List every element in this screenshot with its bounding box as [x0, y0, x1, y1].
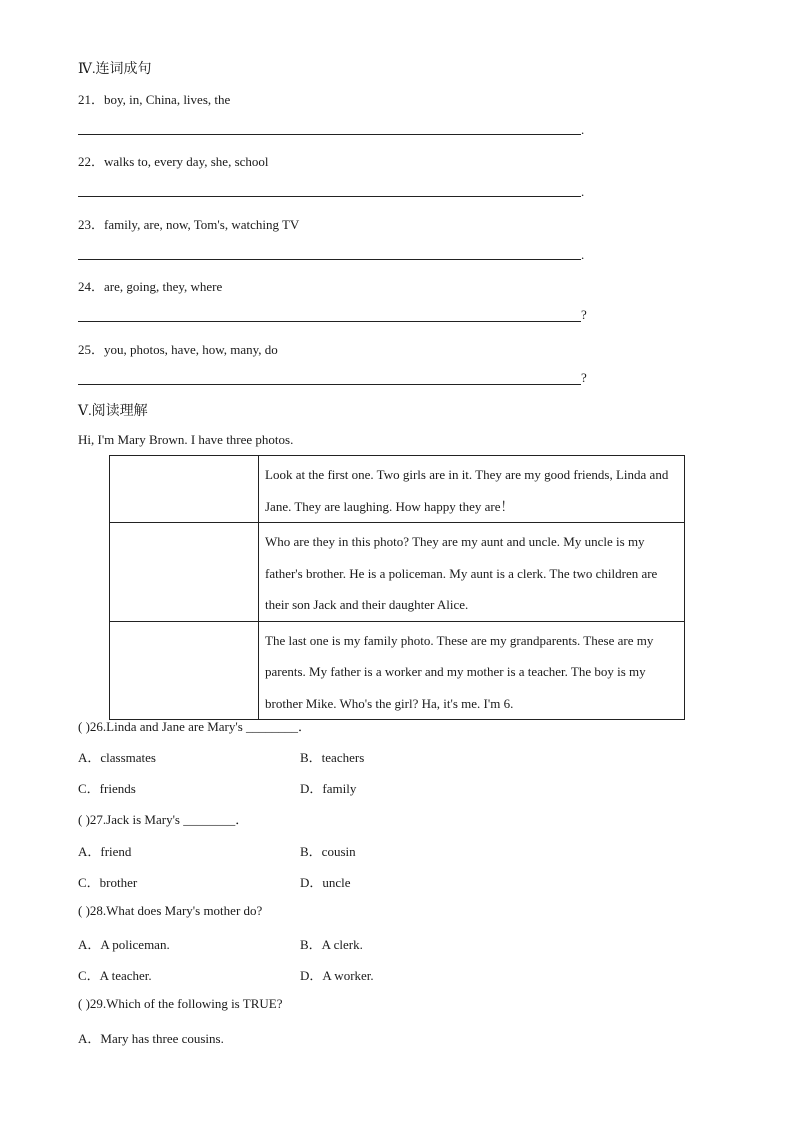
photo-description: The last one is my family photo. These are my grandparents. These are my parents. My father is a worker and my mother is a teacher. The boy is my brother Mike. Who's the girl? Ha, it's me. I'm 6. [259, 621, 685, 720]
section-5-heading: Ⅴ.阅读理解 [78, 404, 148, 419]
photo-table [109, 455, 685, 720]
answer-line-21[interactable] [78, 134, 581, 135]
option-27-d[interactable]: D．uncle [300, 875, 351, 890]
option-28-a[interactable]: A．A policeman. [78, 937, 170, 952]
photo-description: Who are they in this photo? They are my aunt and uncle. My uncle is my father's brother. He is a policeman. My aunt is a clerk. The two children are their son Jack and their daughter Alice. [259, 523, 685, 622]
photo-row [110, 456, 685, 523]
option-27-b[interactable]: B．cousin [300, 844, 356, 859]
question-23-prompt: 23．family, are, now, Tom's, watching TV [78, 217, 300, 232]
option-26-b[interactable]: B．teachers [300, 750, 365, 765]
photo-row [110, 621, 685, 720]
option-29-a[interactable]: A．Mary has three cousins. [78, 1031, 224, 1046]
option-28-c[interactable]: C．A teacher. [78, 968, 152, 983]
reading-intro: Hi, I'm Mary Brown. I have three photos. [78, 432, 294, 447]
section-4-heading: Ⅳ.连词成句 [78, 62, 152, 77]
question-26-stem: ( )26.Linda and Jane are Mary's ________． [78, 719, 312, 734]
answer-end-25: ? [581, 370, 587, 385]
option-28-b[interactable]: B．A clerk. [300, 937, 363, 952]
photo-row [110, 523, 685, 622]
option-27-a[interactable]: A．friend [78, 844, 132, 859]
question-25-prompt: 25．you, photos, have, how, many, do [78, 342, 278, 357]
photo-cell [110, 456, 259, 523]
answer-line-22[interactable] [78, 196, 581, 197]
answer-end-21: . [581, 122, 585, 137]
answer-end-22: . [581, 184, 585, 199]
answer-line-25[interactable] [78, 384, 581, 385]
question-21-prompt: 21．boy, in, China, lives, the [78, 92, 231, 107]
answer-end-24: ? [581, 307, 587, 322]
photo-cell [110, 523, 259, 622]
option-26-d[interactable]: D．family [300, 781, 357, 796]
option-28-d[interactable]: D．A worker. [300, 968, 374, 983]
answer-line-24[interactable] [78, 321, 581, 322]
question-22-prompt: 22．walks to, every day, she, school [78, 154, 269, 169]
question-29-stem: ( )29.Which of the following is TRUE? [78, 996, 283, 1011]
option-26-c[interactable]: C．friends [78, 781, 136, 796]
answer-line-23[interactable] [78, 259, 581, 260]
answer-end-23: . [581, 247, 585, 262]
question-28-stem: ( )28.What does Mary's mother do? [78, 903, 263, 918]
option-27-c[interactable]: C．brother [78, 875, 138, 890]
question-24-prompt: 24．are, going, they, where [78, 279, 223, 294]
option-26-a[interactable]: A．classmates [78, 750, 156, 765]
question-27-stem: ( )27.Jack is Mary's ________． [78, 812, 249, 827]
photo-description: Look at the first one. Two girls are in it. They are my good friends, Linda and Jane. They are laughing. How happy they are！ [259, 456, 685, 523]
photo-cell [110, 621, 259, 720]
